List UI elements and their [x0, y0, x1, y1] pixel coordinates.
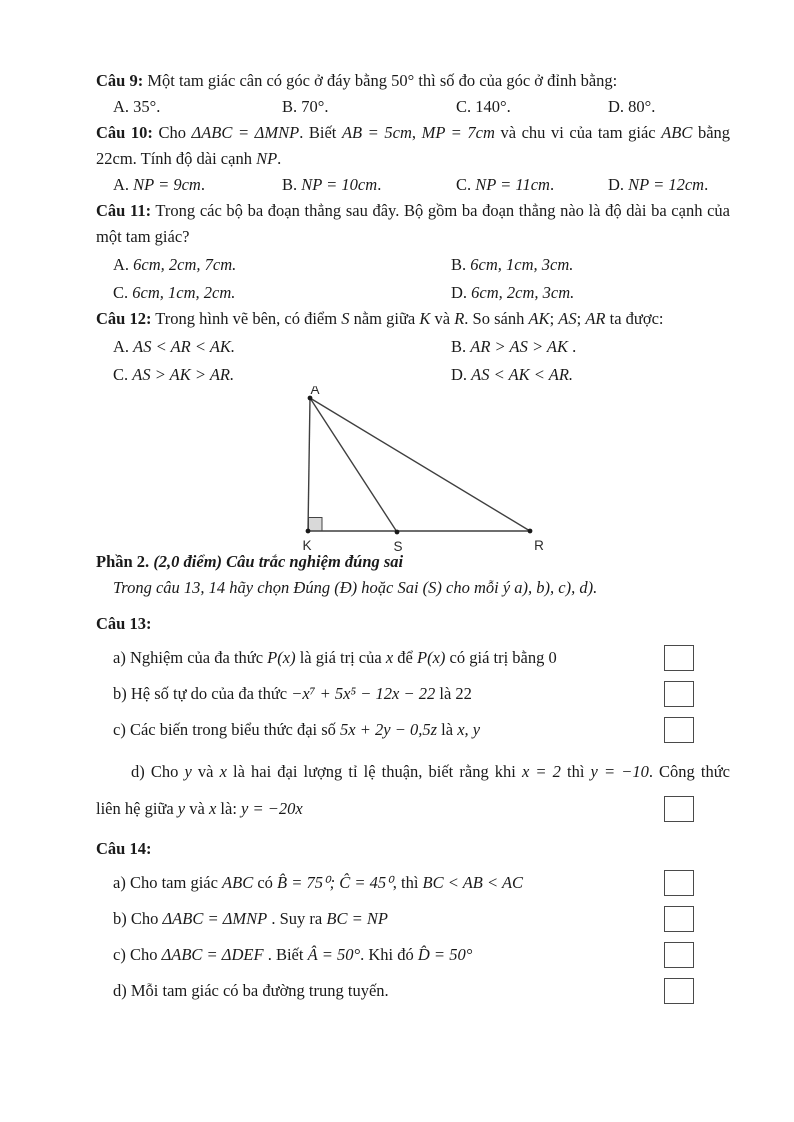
q14-item-d-text	[113, 978, 664, 1004]
text-segment: ;	[576, 309, 586, 328]
text-segment: và	[185, 799, 209, 818]
text-segment: AS < AR < AK.	[133, 337, 236, 356]
right-angle-mark	[309, 518, 323, 532]
text-segment: Â = 50°	[307, 945, 361, 964]
text-segment: .	[704, 175, 709, 194]
q14-d-answer-box[interactable]	[664, 978, 694, 1004]
text-segment: Câu 10:	[96, 123, 153, 142]
text-segment: NP = 11cm	[475, 175, 550, 194]
text-segment: P(x)	[267, 648, 296, 667]
q13-a-answer-box[interactable]	[664, 645, 694, 671]
text-segment: y = −20x	[241, 799, 303, 818]
text-segment: . Suy ra	[267, 909, 327, 928]
q13-b-answer-box[interactable]	[664, 681, 694, 707]
text-segment: ΔABC = ΔMNP	[162, 909, 268, 928]
text-segment: Trong câu 13, 14 hãy chọn Đúng (Đ) hoặc Sai (S) cho mỗi ý a), b), c), d).	[113, 578, 598, 597]
text-segment: ΔABC = ΔMNP	[191, 123, 300, 142]
text-segment: R	[454, 309, 465, 328]
text-segment: Trong các bộ ba đoạn thẳng sau đây. Bộ gồm ba đoạn thẳng nào là độ dài ba cạnh của một tam giác?	[96, 201, 730, 246]
text-segment: P(x)	[417, 648, 446, 667]
text-segment: AR	[585, 309, 606, 328]
text-segment: .	[200, 175, 205, 194]
text-segment: nằm giữa	[349, 309, 420, 328]
text-segment: ΔABC = ΔDEF	[161, 945, 264, 964]
text-segment: B̂ = 75⁰; Ĉ = 45⁰	[277, 873, 393, 892]
triangle-figure	[280, 386, 552, 556]
q11-option-d	[451, 280, 730, 306]
text-segment: ta được:	[605, 309, 664, 328]
text-segment: x = 2	[521, 762, 561, 781]
text-segment: D.	[451, 365, 472, 384]
q14-item-d	[96, 978, 730, 1004]
q9-option-a	[113, 94, 282, 120]
text-segment: NP = 12cm	[628, 175, 705, 194]
text-segment: c) Cho	[113, 945, 162, 964]
q13-item-d-line1	[96, 759, 730, 785]
q9-option-b	[282, 94, 456, 120]
text-segment: AR > AS > AK	[470, 337, 569, 356]
text-segment: . Khi đó	[360, 945, 418, 964]
q14-item-a-text	[113, 870, 664, 896]
text-segment: , thì	[392, 873, 423, 892]
text-segment: Một tam giác cân có góc ở đáy bằng 50° thì số đo của góc ở đỉnh bằng:	[143, 71, 618, 90]
text-segment: và	[430, 309, 455, 328]
text-segment: B.	[451, 337, 471, 356]
text-segment: D̂ = 50°	[417, 945, 473, 964]
text-segment: b) Cho	[113, 909, 163, 928]
text-segment: Câu 9:	[96, 71, 144, 90]
text-segment: AS	[558, 309, 577, 328]
q9-option-c	[456, 94, 608, 120]
text-segment: x	[219, 762, 227, 781]
text-segment: C.	[113, 283, 133, 302]
q14-label	[96, 836, 730, 862]
text-segment: . So sánh	[464, 309, 529, 328]
q11-option-c	[113, 280, 451, 306]
text-segment: −x⁷ + 5x⁵ − 12x − 22	[291, 684, 436, 703]
q12-options	[96, 334, 730, 388]
text-segment: 6cm, 1cm, 2cm.	[132, 283, 236, 302]
text-segment: Cho	[152, 123, 192, 142]
text-segment: ;	[549, 309, 559, 328]
q10-option-a	[113, 172, 282, 198]
q14-c-answer-box[interactable]	[664, 942, 694, 968]
q14-item-c	[96, 942, 730, 968]
figure-segment-as	[310, 398, 397, 532]
q9-stem	[96, 68, 730, 94]
text-segment: NP = 9cm	[133, 175, 201, 194]
text-segment: 6cm, 2cm, 7cm.	[133, 255, 237, 274]
q13-item-c	[96, 717, 730, 743]
q13-item-d-line2	[96, 796, 664, 822]
text-segment: NP	[256, 149, 278, 168]
text-segment: thì	[560, 762, 591, 781]
figure-side-ak	[308, 398, 310, 531]
question-14	[96, 836, 730, 1004]
text-segment: 6cm, 2cm, 3cm.	[471, 283, 575, 302]
q13-c-answer-box[interactable]	[664, 717, 694, 743]
q12-option-a	[113, 334, 451, 360]
text-segment: . Biết	[299, 123, 342, 142]
q11-option-a	[113, 252, 451, 278]
text-segment: .	[549, 175, 555, 194]
q12-option-d	[451, 362, 730, 388]
text-segment: .	[377, 175, 382, 194]
text-segment: c) Các biến trong biểu thức đại số	[113, 720, 341, 739]
text-segment: bằng 22cm. Tính độ dài cạnh	[96, 123, 731, 168]
question-9	[96, 68, 730, 120]
q13-item-a-text	[113, 645, 664, 671]
text-segment: Trong hình vẽ bên, có điểm	[151, 309, 342, 328]
q12-option-c	[113, 362, 451, 388]
part2-instruction	[96, 575, 730, 601]
text-segment: 6cm, 1cm, 3cm.	[470, 255, 574, 274]
text-segment: là giá trị của	[295, 648, 386, 667]
text-segment: x, y	[457, 720, 481, 739]
q14-item-b-text	[113, 906, 664, 932]
text-segment: .	[277, 149, 282, 168]
text-segment: 5x + 2y − 0,5z	[340, 720, 438, 739]
q10-option-d	[608, 172, 730, 198]
text-segment: là	[437, 720, 458, 739]
q10-option-c	[456, 172, 608, 198]
point-dot-s	[395, 530, 400, 535]
q14-a-answer-box[interactable]	[664, 870, 694, 896]
text-segment: là 22	[435, 684, 472, 703]
figure-side-ar	[310, 398, 530, 531]
q11-option-b	[451, 252, 730, 278]
text-segment: Câu 12:	[96, 309, 152, 328]
q12-figure-area	[96, 386, 730, 554]
text-segment: AK	[528, 309, 550, 328]
text-segment: BC < AB < AC	[422, 873, 524, 892]
text-segment: . Biết	[263, 945, 308, 964]
q10-option-b	[282, 172, 456, 198]
text-segment: có	[253, 873, 278, 892]
figure-label-s: S	[393, 539, 403, 554]
text-segment: . Công thức	[648, 762, 731, 781]
text-segment: x	[208, 799, 217, 818]
text-segment: ,	[411, 123, 422, 142]
q12-stem	[96, 306, 730, 332]
text-segment: AS < AK < AR.	[471, 365, 574, 384]
q13-item-b-text	[113, 681, 664, 707]
text-segment: NP = 10cm	[301, 175, 378, 194]
part-2	[96, 549, 730, 601]
text-segment: liên hệ giữa	[96, 799, 178, 818]
figure-label-r: R	[534, 538, 544, 553]
q13-item-c-text	[113, 717, 664, 743]
text-segment: để	[393, 648, 417, 667]
q9-options	[96, 94, 730, 120]
text-segment: y = −10	[590, 762, 649, 781]
q11-options	[96, 252, 730, 306]
text-segment: Câu 11:	[96, 201, 152, 220]
q14-item-b	[96, 906, 730, 932]
q13-item-b	[96, 681, 730, 707]
text-segment: BC = NP	[326, 909, 388, 928]
q14-b-answer-box[interactable]	[664, 906, 694, 932]
figure-label-k: K	[302, 538, 312, 553]
text-segment: d) Mỗi tam giác có ba đường trung tuyến.	[113, 981, 389, 1000]
text-segment: .	[568, 337, 577, 356]
question-12	[96, 306, 730, 388]
text-segment: AB = 5cm	[341, 123, 412, 142]
text-segment: A.	[113, 337, 134, 356]
text-segment: và	[191, 762, 220, 781]
figure-label-a: A	[310, 386, 320, 397]
text-segment: Phần 2.	[96, 552, 154, 571]
text-segment: y	[177, 799, 186, 818]
text-segment: ABC	[661, 123, 693, 142]
text-segment: b) Hệ số tự do của đa thức	[113, 684, 292, 703]
question-13	[96, 611, 730, 822]
text-segment: Câu 13:	[96, 614, 152, 633]
text-segment: B. 70°.	[282, 97, 329, 116]
text-segment: y	[184, 762, 192, 781]
text-segment: MP = 7cm	[421, 123, 495, 142]
q13-d-answer-box[interactable]	[664, 796, 694, 822]
q14-item-c-text	[113, 942, 664, 968]
text-segment: d) Cho	[131, 762, 185, 781]
text-segment: D. 80°.	[608, 97, 656, 116]
question-10	[96, 120, 730, 198]
text-segment: Câu 14:	[96, 839, 152, 858]
q10-stem	[96, 120, 730, 172]
text-segment: B.	[282, 175, 302, 194]
text-segment: C.	[456, 175, 476, 194]
text-segment: (2,0 điểm) Câu trắc nghiệm đúng sai	[153, 552, 404, 571]
question-11	[96, 198, 730, 306]
vertex-dot-k	[306, 529, 311, 534]
text-segment: B.	[451, 255, 471, 274]
text-segment: AS > AK > AR.	[132, 365, 235, 384]
text-segment: S	[341, 309, 350, 328]
text-segment: A.	[113, 255, 134, 274]
q14-item-a	[96, 870, 730, 896]
q9-option-d	[608, 94, 730, 120]
text-segment: có giá trị bằng 0	[445, 648, 557, 667]
text-segment: a) Cho tam giác	[113, 873, 223, 892]
text-segment: C. 140°.	[456, 97, 511, 116]
text-segment: và chu vi của tam giác	[494, 123, 662, 142]
q11-stem	[96, 198, 730, 250]
q10-options	[96, 172, 730, 198]
text-segment: D.	[451, 283, 472, 302]
text-segment: là:	[216, 799, 242, 818]
text-segment: a) Nghiệm của đa thức	[113, 648, 268, 667]
text-segment: A.	[113, 175, 134, 194]
text-segment: A. 35°.	[113, 97, 161, 116]
q12-option-b	[451, 334, 730, 360]
vertex-dot-r	[528, 529, 533, 534]
q13-item-d	[96, 796, 730, 822]
text-segment: K	[419, 309, 431, 328]
text-segment: C.	[113, 365, 133, 384]
text-segment: ABC	[222, 873, 254, 892]
q13-item-a	[96, 645, 730, 671]
text-segment: D.	[608, 175, 629, 194]
text-segment: x	[385, 648, 394, 667]
q13-label	[96, 611, 730, 637]
text-segment: là hai đại lượng tỉ lệ thuận, biết rằng khi	[226, 762, 522, 781]
